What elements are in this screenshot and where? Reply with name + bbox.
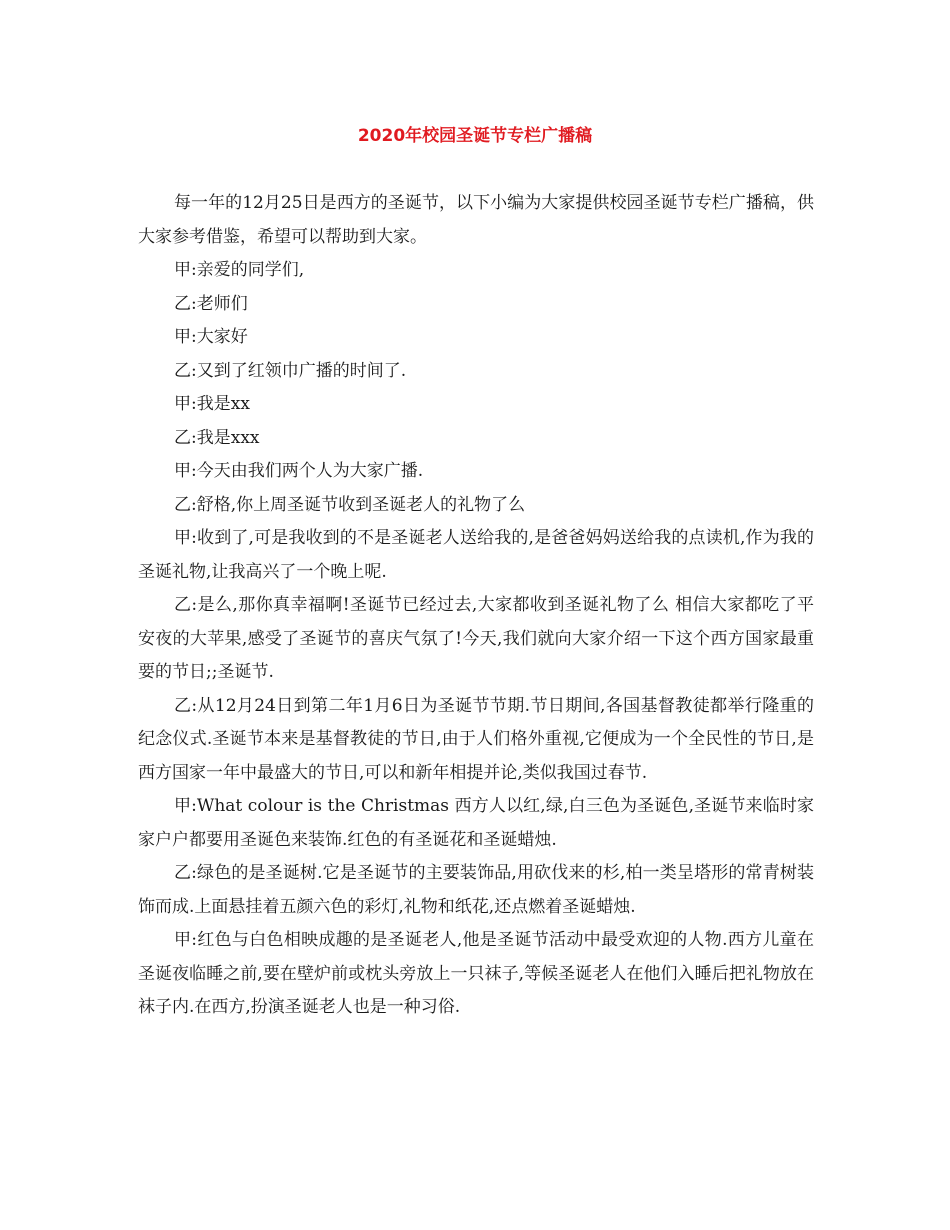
paragraph-dialogue: 乙:又到了红领巾广播的时间了. (174, 360, 407, 381)
paragraph-dialogue: 甲:亲爱的同学们, (174, 260, 305, 280)
paragraph-dialogue: 甲:红色与白色相映成趣的是圣诞老人,他是圣诞节活动中最受欢迎的人物.西方儿童在圣诞夜临睡之前,要在壁炉前或枕头旁放上一只袜子,等候圣诞老人在他们入睡后把礼物放在袜子内.在西方,扮演圣诞老人也是一种习俗. (138, 930, 814, 1017)
paragraph-dialogue: 乙:老师们 (174, 293, 248, 314)
document-body (138, 187, 814, 1025)
paragraph-dialogue: 乙:是么,那你真幸福啊!圣诞节已经过去,大家都收到圣诞礼物了么 相信大家都吃了平安夜的大苹果,感受了圣诞节的喜庆气氛了!今天,我们就向大家介绍一下这个西方国家最重要的节日;;圣诞节. (138, 595, 814, 682)
paragraph-dialogue: 乙:舒格,你上周圣诞节收到圣诞老人的礼物了么 (174, 494, 526, 515)
paragraph-dialogue: 甲:收到了,可是我收到的不是圣诞老人送给我的,是爸爸妈妈送给我的点读机,作为我的圣诞礼物,让我高兴了一个晚上呢. (138, 528, 814, 582)
paragraph-intro: 每一年的12月25日是西方的圣诞节，以下小编为大家提供校园圣诞节专栏广播稿，供大家参考借鉴，希望可以帮助到大家。 (138, 193, 814, 247)
paragraph-dialogue: 乙:我是xxx (174, 427, 260, 448)
paragraph-dialogue: 甲:What colour is the Christmas 西方人以红,绿,白三色为圣诞色,圣诞节来临时家家户户都要用圣诞色来装饰.红色的有圣诞花和圣诞蜡烛. (138, 796, 814, 850)
paragraph-dialogue: 甲:大家好 (174, 327, 248, 347)
document-title: 2020年校园圣诞节专栏广播稿 (357, 126, 593, 146)
paragraph-dialogue: 甲:今天由我们两个人为大家广播. (174, 461, 424, 481)
paragraph-dialogue: 乙:从12月24日到第二年1月6日为圣诞节节期.节日期间,各国基督教徒都举行隆重的纪念仪式.圣诞节本来是基督教徒的节日,由于人们格外重视,它便成为一个全民性的节日,是西方国家一年中最盛大的节日,可以和新年相提并论,类似我国过春节. (138, 695, 814, 783)
paragraph-dialogue: 乙:绿色的是圣诞树.它是圣诞节的主要装饰品,用砍伐来的杉,柏一类呈塔形的常青树装饰而成.上面悬挂着五颜六色的彩灯,礼物和纸花,还点燃着圣诞蜡烛. (138, 863, 814, 917)
paragraph-dialogue: 甲:我是xx (174, 394, 250, 414)
